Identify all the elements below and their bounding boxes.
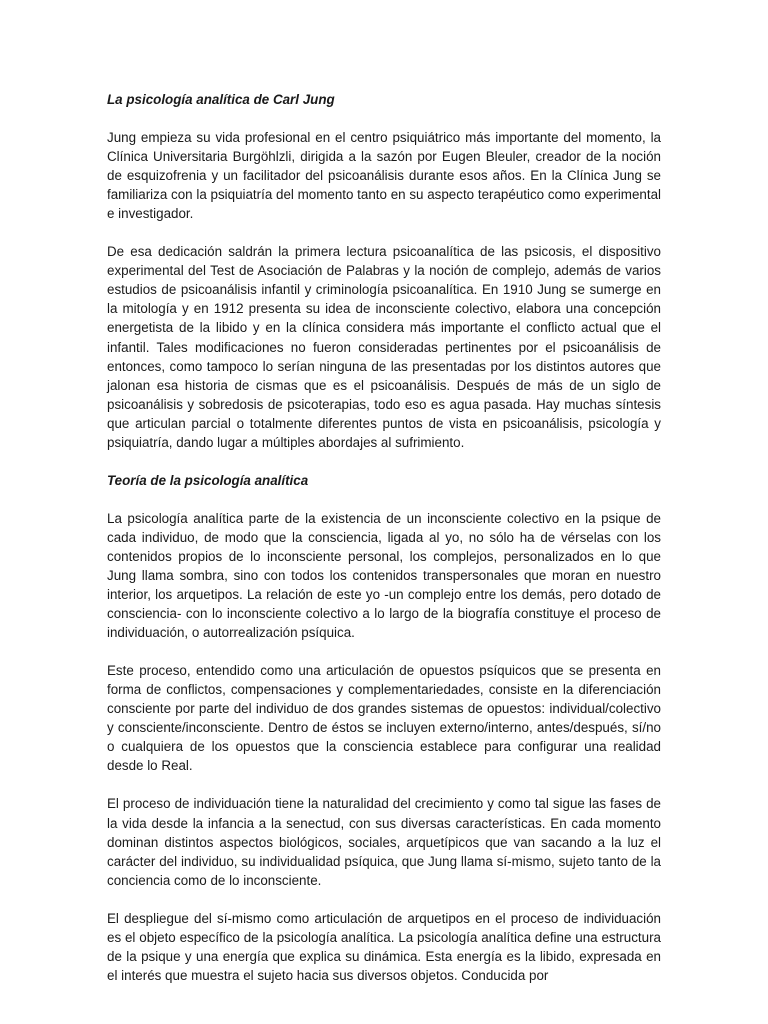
- section-heading-jung: La psicología analítica de Carl Jung: [107, 92, 335, 107]
- paragraph-6: El despliegue del sí-mismo como articulación de arquetipos en el proceso de individuación es el objeto específico de la psicología analítica. La psicología analítica define una estructura de la psique y una energía que explica su dinámica. Esta energía es la libido, expresada en el interés que muestra el sujeto hacia sus diversos objetos. Conducida por: [107, 910, 661, 983]
- paragraph-3: La psicología analítica parte de la existencia de un inconsciente colectivo en la psique de cada individuo, de modo que la consciencia, ligada al yo, no sólo ha de vérselas con los contenidos propios de lo inconsciente personal, los complejos, personalizados en lo que Jung llama sombra, sino con todos los contenidos transpersonales que moran en nuestro interior, los arquetipos. La relación de este yo -un complejo entre los demás, pero dotado de consciencia- con lo inconsciente colectivo a lo largo de la biografía constituye el proceso de individuación, o autorrealización psíquica.: [107, 510, 661, 641]
- paragraph-2: De esa dedicación saldrán la primera lectura psicoanalítica de las psicosis, el dispositivo experimental del Test de Asociación de Palabras y la noción de complejo, además de varios estudios de psicoanálisis infantil y criminología psicoanalítica. En 1910 Jung se sumerge en la mitología y en 1912 presenta su idea de inconsciente colectivo, elabora una concepción energetista de la libido y en la clínica considera más importante el conflicto actual que el infantil. Tales modificaciones no fueron consideradas pertinentes por el psicoanálisis de entonces, como tampoco lo serían ninguna de las presentadas por los distintos autores que jalonan esa historia de cismas que es el psicoanálisis. Después de más de un siglo de psicoanálisis y sobredosis de psicoterapias, todo eso es agua pasada. Hay muchas síntesis que articulan parcial o totalmente diferentes puntos de vista en psicoanálisis, psicología y psiquiatría, dando lugar a múltiples abordajes al sufrimiento.: [107, 244, 661, 450]
- document-page: [107, 90, 661, 985]
- section-heading-theory: Teoría de la psicología analítica: [107, 472, 309, 488]
- paragraph-5: El proceso de individuación tiene la naturalidad del crecimiento y como tal sigue las fases de la vida desde la infancia a la senectud, con sus diversas características. En cada momento dominan distintos aspectos biológicos, sociales, arquetípicos que van sacando a la luz el carácter del individuo, su individualidad psíquica, que Jung llama sí-mismo, sujeto tanto de la conciencia como de lo inconsciente.: [107, 796, 661, 888]
- paragraph-4: Este proceso, entendido como una articulación de opuestos psíquicos que se presenta en forma de conflictos, compensaciones y complementariedades, consiste en la diferenciación consciente por parte del individuo de dos grandes sistemas de opuestos: individual/colectivo y consciente/inconsciente. Dentro de éstos se incluyen externo/interno, antes/después, sí/no o cualquiera de los opuestos que la consciencia establece para configurar una realidad desde lo Real.: [107, 663, 661, 774]
- paragraph-1: Jung empieza su vida profesional en el centro psiquiátrico más importante del momento, la Clínica Universitaria Burgöhlzli, dirigida a la sazón por Eugen Bleuler, creador de la noción de esquizofrenia y un facilitador del psicoanálisis durante esos años. En la Clínica Jung se familiariza con la psiquiatría del momento tanto en su aspecto terapéutico como experimental e investigador.: [107, 130, 661, 222]
